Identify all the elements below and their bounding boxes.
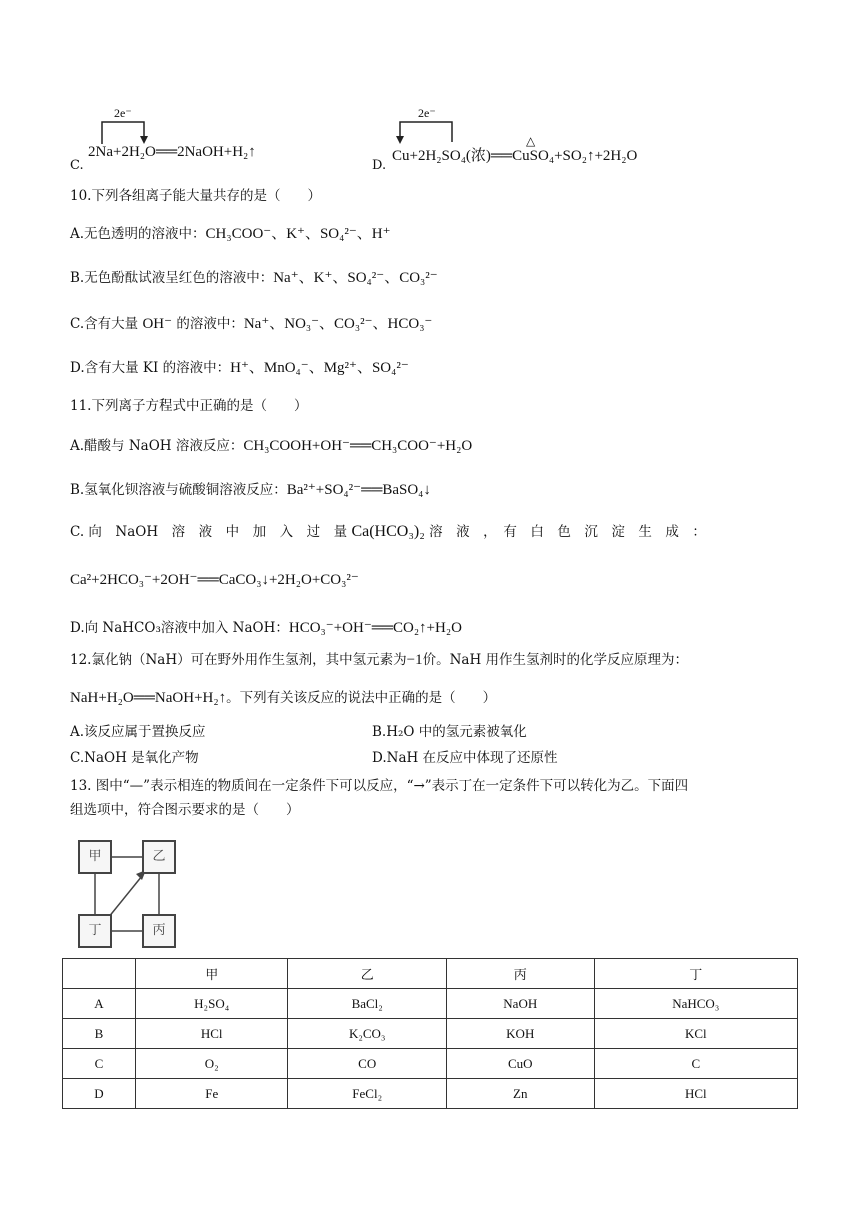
q10-stem: 10.下列各组离子能大量共存的是（ ）	[70, 188, 321, 204]
q12-stem-line1	[70, 650, 688, 670]
q11-d-eq: HCO₃⁻+OH⁻══CO₂↑+H₂O	[288, 620, 462, 636]
table-row	[63, 1019, 798, 1049]
table-cell: FeCl₂	[288, 1079, 447, 1109]
q11-c-reagent: Ca(HCO₃)₂	[351, 523, 425, 540]
q12-option-c: C.NaOH 是氧化产物	[70, 750, 199, 766]
table-cell: CO	[288, 1049, 447, 1079]
q10-a-text: A.无色透明的溶液中：	[70, 226, 206, 242]
q11-b-text: B.氢氧化钡溶液与硫酸铜溶液反应：	[70, 482, 287, 498]
table-cell: KCl	[594, 1019, 797, 1049]
table-cell: BaCl₂	[288, 989, 447, 1019]
q13-options-table	[62, 958, 798, 1109]
table-cell: NaHCO₃	[594, 989, 797, 1019]
table-cell: C	[594, 1049, 797, 1079]
table-cell: HCl	[136, 1019, 288, 1049]
table-cell: NaOH	[446, 989, 594, 1019]
q12-stem-c: 。下列有关该反应的说法中正确的是（ ）	[226, 690, 497, 706]
q12-option-d: D.NaH 在反应中体现了还原性	[372, 750, 558, 766]
q10-c-text: C.含有大量	[70, 316, 139, 332]
table-cell: D	[63, 1079, 136, 1109]
q10-option-d	[70, 358, 409, 378]
table-cell: B	[63, 1019, 136, 1049]
q12-options	[70, 720, 830, 764]
table-header-cell	[63, 959, 136, 989]
q9-options-row	[70, 108, 830, 178]
q9-option-c-label: C.	[70, 158, 84, 173]
table-header-cell: 甲	[136, 959, 288, 989]
q12-stem-line2	[70, 688, 496, 708]
q13-node-jia: 甲	[78, 840, 112, 874]
q12-stem-b: 价。NaH 用作生氢剂时的化学反应原理为：	[422, 652, 689, 668]
table-cell: HCl	[594, 1079, 797, 1109]
q10-b-ions: Na⁺、K⁺、SO₄²⁻、CO₃²⁻	[273, 270, 438, 286]
q13-stem-line1: 13. 图中“—”表示相连的物质间在一定条件下可以反应，“→”表示丁在一定条件下可以转化为乙。下面四	[70, 778, 689, 794]
q9-c-equation: 2Na+2H₂O══2NaOH+H₂↑	[88, 144, 256, 160]
table-cell: C	[63, 1049, 136, 1079]
q11-d-text: D.向 NaHCO₃溶液中加入 NaOH：	[70, 620, 289, 636]
table-cell: Fe	[136, 1079, 288, 1109]
q10-option-a	[70, 224, 391, 244]
q10-c-mid: 的溶液中：	[176, 316, 244, 332]
q13-diagram	[76, 838, 186, 950]
q10-c-oh: OH⁻	[142, 316, 173, 332]
q10-d-text: D.含有大量 KI 的溶液中：	[70, 360, 231, 376]
q9-d-equation: Cu+2H₂SO₄(浓)══CuSO₄+SO₂↑+2H₂O	[392, 148, 638, 164]
q9-d-electron: 2e⁻	[418, 106, 436, 120]
q12-equation: NaH+H₂O══NaOH+H₂↑	[70, 690, 227, 706]
table-cell: O₂	[136, 1049, 288, 1079]
table-row	[63, 1049, 798, 1079]
q11-option-b	[70, 480, 431, 500]
table-cell: KOH	[446, 1019, 594, 1049]
q13-node-ding: 丁	[78, 914, 112, 948]
q11-a-eq: CH₃COOH+OH⁻══CH₃COO⁻+H₂O	[243, 438, 473, 454]
q10-b-text: B.无色酚酞试液呈红色的溶液中：	[70, 270, 274, 286]
q11-stem: 11.下列离子方程式中正确的是（ ）	[70, 398, 308, 414]
q10-option-b	[70, 268, 438, 288]
q13-node-bing: 丙	[142, 914, 176, 948]
table-cell: CuO	[446, 1049, 594, 1079]
q11-c-text: C. 向 NaOH 溶 液 中 加 入 过 量	[70, 524, 348, 540]
q13-stem-line2: 组选项中，符合图示要求的是（ ）	[70, 802, 300, 818]
q11-c-equation: Ca²+2HCO₃⁻+2OH⁻══CaCO₃↓+2H₂O+CO₃²⁻	[70, 572, 359, 588]
q11-c-tail: 溶 液 ， 有 白 色 沉 淀 生 成 ：	[429, 524, 706, 540]
table-header-row	[63, 959, 798, 989]
table-cell: H₂SO₄	[136, 989, 288, 1019]
q10-option-c	[70, 314, 432, 334]
q12-option-b: B.H₂O 中的氢元素被氧化	[372, 724, 527, 740]
table-header-cell: 丁	[594, 959, 797, 989]
q13-node-yi: 乙	[142, 840, 176, 874]
table-cell: Zn	[446, 1079, 594, 1109]
q11-a-text: A.醋酸与 NaOH 溶液反应：	[70, 438, 244, 454]
q9-c-electron: 2e⁻	[114, 106, 132, 120]
table-cell: A	[63, 989, 136, 1019]
q11-option-c	[70, 522, 790, 542]
q11-option-d	[70, 618, 462, 638]
q11-option-a	[70, 436, 472, 456]
q12-option-a: A.该反应属于置换反应	[70, 724, 206, 740]
q12-stem-val: −1	[406, 652, 423, 668]
q9-d-heat-symbol: △	[526, 134, 536, 148]
table-row	[63, 989, 798, 1019]
q12-stem-a: 12.氯化钠（NaH）可在野外用作生氢剂，其中氢元素为	[70, 652, 407, 668]
table-row	[63, 1079, 798, 1109]
q10-c-ions: Na⁺、NO₃⁻、CO₃²⁻、HCO₃⁻	[243, 316, 433, 332]
table-cell: K₂CO₃	[288, 1019, 447, 1049]
q10-d-ions: H⁺、MnO₄⁻、Mg²⁺、SO₄²⁻	[230, 360, 409, 376]
q9-option-d-label: D.	[372, 158, 387, 173]
q11-b-eq: Ba²⁺+SO₄²⁻══BaSO₄↓	[286, 482, 431, 498]
q10-a-ions: CH₃COO⁻、K⁺、SO₄²⁻、H⁺	[205, 226, 391, 242]
table-header-cell: 丙	[446, 959, 594, 989]
table-header-cell: 乙	[288, 959, 447, 989]
